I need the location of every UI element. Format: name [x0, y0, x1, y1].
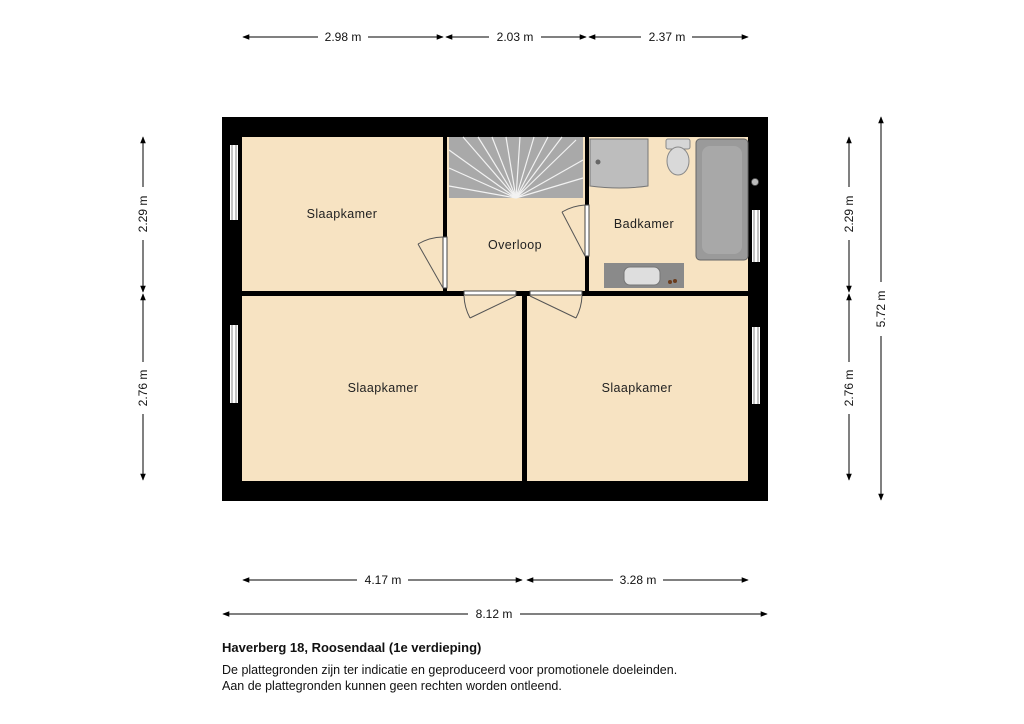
caption: [222, 640, 862, 694]
toilet: [666, 139, 690, 175]
room-label-bedroom-bottom-left: Slaapkamer: [347, 381, 419, 395]
shower: [590, 139, 648, 188]
window-left-lower: [230, 325, 238, 403]
dim-label-left-upper: 2.29 m: [136, 195, 150, 233]
towel-radiator: [752, 179, 759, 186]
dim-label-bottom-2: 3.28 m: [619, 573, 657, 587]
dim-label-top-2: 2.03 m: [496, 30, 534, 44]
dim-label-left-lower: 2.76 m: [136, 369, 150, 407]
window-left-upper: [230, 145, 238, 220]
caption-title: Haverberg 18, Roosendaal (1e verdieping): [222, 640, 482, 655]
staircase: [449, 137, 583, 198]
caption-disclaimer-line-1: De plattegronden zijn ter indicatie en geproduceerd voor promotionele doeleinden.: [222, 663, 678, 677]
dim-label-bottom-1: 4.17 m: [364, 573, 402, 587]
room-label-bedroom-bottom-right: Slaapkamer: [601, 381, 673, 395]
dim-label-right-total: 5.72 m: [874, 290, 888, 328]
dim-label-top-1: 2.98 m: [324, 30, 362, 44]
vanity-sink: [604, 263, 684, 288]
room-label-landing: Overloop: [488, 238, 542, 252]
room-label-bathroom: Badkamer: [613, 217, 675, 231]
window-right-upper: [752, 210, 760, 262]
window-right-lower: [752, 327, 760, 404]
dim-label-right-upper: 2.29 m: [842, 195, 856, 233]
dim-label-top-3: 2.37 m: [648, 30, 686, 44]
bathtub: [696, 139, 748, 260]
dim-label-right-lower: 2.76 m: [842, 369, 856, 407]
caption-disclaimer-line-2: Aan de plattegronden kunnen geen rechten worden ontleend.: [222, 679, 562, 693]
dim-label-bottom-total: 8.12 m: [475, 607, 513, 621]
room-label-bedroom-top-left: Slaapkamer: [306, 207, 378, 221]
